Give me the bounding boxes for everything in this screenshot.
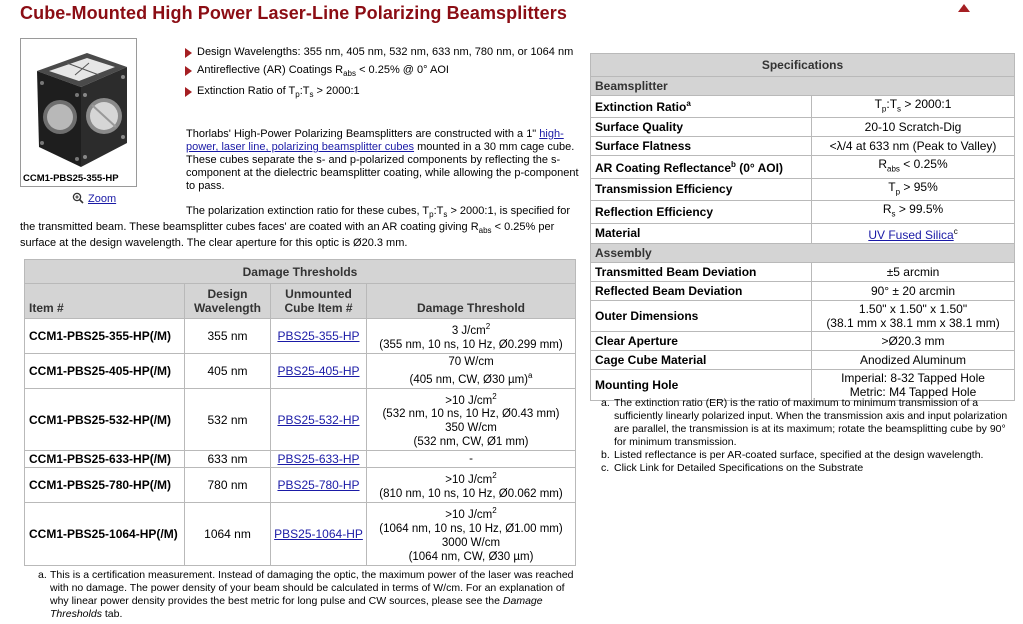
table-row: CCM1-PBS25-355-HP(/M) 355 nm PBS25-355-HP 3 $J/cm^2$ (355 nm, 10 ns, 10 Hz, Ø0.299 mm) (25, 319, 576, 354)
cube-link[interactable]: PBS25-780-HP (277, 478, 360, 493)
product-image[interactable] (20, 38, 137, 187)
damage-table-caption: Damage Thresholds (25, 260, 576, 284)
table-row: CCM1-PBS25-780-HP(/M) 780 nm PBS25-780-HP >10 $J/cm^2$ (810 nm, 10 ns, 10 Hz, Ø0.062 mm) (25, 468, 576, 503)
table-row: CCM1-PBS25-1064-HP(/M) 1064 nm PBS25-1064-HP >10 $J/cm^2$ (1064 nm, 10 ns, 10 Hz, Ø1.00 mm) 3000 W/cm (1064 nm, CW, Ø30 µm) (25, 503, 576, 566)
section-beamsplitter: Beamsplitter (591, 77, 1015, 96)
beamsplitter-cubes-link[interactable]: high-power, laser line, polarizing beamsplitter cubes (186, 128, 564, 153)
spec-row: Reflected Beam Deviation 90° ± 20 arcmin (591, 281, 1015, 300)
spec-table-caption: Specifications (591, 54, 1015, 77)
footnote: c. Click Link for Detailed Specifications on the Substrate (601, 462, 864, 474)
section-assembly: Assembly (591, 243, 1015, 262)
intro-paragraph-1: Thorlabs' High-Power Polarizing Beamsplitters are constructed with a 1" high-power, laser line, polarizing beamsplitter cubes mounted in a 30 mm cage cube. These cubes separate the s- and p-polarized components by reflecting the s-component at the dielectric beamsplitter coating, while allowing the p-component to pass. (186, 128, 579, 192)
cube-link[interactable]: PBS25-532-HP (277, 412, 360, 427)
spec-row: Reflection Efficiency $R_s > 99.5\%$ (591, 201, 1015, 223)
zoom-link[interactable]: Zoom (88, 193, 117, 205)
bullet-wavelengths: Design Wavelengths: 355 nm, 405 nm, 532 nm, 633 nm, 780 nm, or 1064 nm (185, 46, 580, 59)
col-item: Item # (25, 284, 185, 319)
spec-row: Surface Flatness <λ/4 at 633 nm (Peak to Valley) (591, 137, 1015, 156)
specifications-table (590, 53, 1015, 401)
table-row: CCM1-PBS25-633-HP(/M) 633 nm PBS25-633-HP - (25, 451, 576, 468)
spec-row: Material UV Fused Silica$^c$ (591, 223, 1015, 243)
footnote: b. Listed reflectance is per AR-coated surface, specified at the design wavelength. (601, 449, 984, 461)
footnote: a. This is a certification measurement. Instead of damaging the optic, the maximum power of the laser was reached with no damage. The power density of your beam should be calculated in terms of W/cm. For an explanation of why linear power density provides the best metric for long pulse and CW sources, please see the Damage Thresholds tab. (38, 569, 574, 620)
magnifier-icon (72, 192, 84, 204)
spec-row: Cage Cube Material Anodized Aluminum (591, 350, 1015, 369)
col-unmounted: Unmounted Cube Item # (271, 284, 367, 319)
spec-row: AR Coating Reflectance$^b$ (0° AOI) $R_{abs} < 0.25\%$ (591, 156, 1015, 178)
table-row: CCM1-PBS25-405-HP(/M) 405 nm PBS25-405-HP 70 W/cm (405 nm, CW, Ø30 µm)$^a$ (25, 353, 576, 388)
spec-row: Outer Dimensions 1.50" x 1.50" x 1.50" (38.1 mm x 38.1 mm x 38.1 mm) (591, 300, 1015, 331)
zoom-link-wrap[interactable] (72, 192, 116, 205)
back-to-top-arrow-icon[interactable] (958, 4, 970, 12)
spec-row: Extinction Ratio$^a$ $T_p:T_s$ > 2000:1 (591, 96, 1015, 118)
spec-row: Clear Aperture >Ø20.3 mm (591, 331, 1015, 350)
spec-row: Transmission Efficiency $T_p > 95\%$ (591, 178, 1015, 200)
cube-link[interactable]: PBS25-1064-HP (274, 527, 363, 542)
cube-link[interactable]: PBS25-405-HP (277, 363, 360, 378)
bullet-ar-coatings: Antireflective (AR) Coatings $R_{abs} < 0.25\%$ @ 0° AOI (185, 64, 580, 80)
spec-row: Mounting Hole Imperial: 8-32 Tapped Hole Metric: M4 Tapped Hole (591, 369, 1015, 400)
table-row: CCM1-PBS25-532-HP(/M) 532 nm PBS25-532-HP >10 $J/cm^2$ (532 nm, 10 ns, 10 Hz, Ø0.43 mm) 350 W/cm (532 nm, CW, Ø1 mm) (25, 388, 576, 451)
spec-row: Surface Quality 20-10 Scratch-Dig (591, 118, 1015, 137)
bullet-extinction: Extinction Ratio of $T_p:T_s$ > 2000:1 (185, 85, 580, 101)
damage-thresholds-table (24, 259, 576, 566)
footnote: a. The extinction ratio (ER) is the ratio of maximum to minimum transmission of a sufficiently linearly polarized input. When the transmission axis and input polarization are parallel, the transmission is at its maximum; rotate the beamsplitting cube by 90° for minimum transmission. (601, 397, 1008, 448)
spec-row: Transmitted Beam Deviation ±5 arcmin (591, 262, 1015, 281)
cube-link[interactable]: PBS25-633-HP (277, 452, 360, 467)
spec-footnotes (601, 397, 1011, 475)
col-wavelength: Design Wavelength (185, 284, 271, 319)
uv-fused-silica-link[interactable]: UV Fused Silica (868, 227, 954, 242)
col-threshold: Damage Threshold (367, 284, 576, 319)
page-title: Cube-Mounted High Power Laser-Line Polarizing Beamsplitters (20, 3, 567, 23)
cube-link[interactable]: PBS25-355-HP (277, 328, 360, 343)
feature-bullets (185, 46, 580, 106)
beamsplitter-cube-image (27, 43, 131, 171)
product-caption: CCM1-PBS25-355-HP (23, 173, 119, 184)
intro-paragraph-2: The polarization extinction ratio for these cubes, $T_p:T_s$ > 2000:1, is specified for the transmitted beam. These beamsplitter cubes faces' are coated with an AR coating giving $R_{abs} < 0.25\%$ per surface at the design wavelength. The clear aperture for this optic is Ø20.3 mm. (20, 205, 570, 250)
damage-footnotes (38, 569, 578, 621)
